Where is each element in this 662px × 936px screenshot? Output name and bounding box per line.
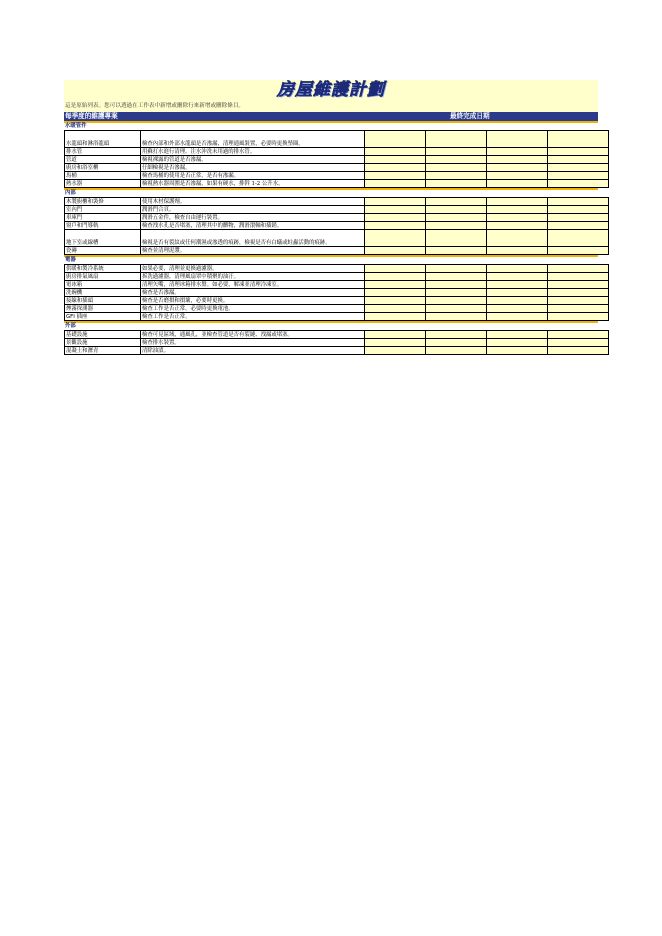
item-name-cell: 室內門 bbox=[65, 206, 141, 214]
completion-date-cell[interactable] bbox=[487, 131, 548, 148]
item-description-cell: 清除油漬。 bbox=[141, 347, 365, 355]
item-description-cell: 檢查並清理泥漿。 bbox=[141, 247, 365, 255]
completion-date-cell[interactable] bbox=[487, 230, 548, 247]
completion-date-cell[interactable] bbox=[548, 230, 609, 247]
maintenance-table bbox=[64, 330, 609, 355]
completion-date-cell[interactable] bbox=[365, 289, 426, 297]
completion-date-cell[interactable] bbox=[487, 156, 548, 164]
sections-container bbox=[64, 121, 598, 355]
completion-date-cell[interactable] bbox=[365, 206, 426, 214]
completion-date-cell[interactable] bbox=[426, 214, 487, 222]
completion-date-cell[interactable] bbox=[365, 297, 426, 305]
table-row bbox=[65, 305, 609, 313]
item-name-cell: 電冰箱 bbox=[65, 281, 141, 289]
page-title: 房屋維護計劃 bbox=[277, 80, 385, 100]
item-name-cell: 廚房和浴室櫃 bbox=[65, 164, 141, 172]
completion-date-cell[interactable] bbox=[426, 265, 487, 273]
completion-date-cell[interactable] bbox=[487, 206, 548, 214]
item-description-cell: 檢視裸露的管道是否滲漏。 bbox=[141, 156, 365, 164]
item-name-cell: 煙霧探測器 bbox=[65, 305, 141, 313]
item-name-cell: 瓷磚 bbox=[65, 247, 141, 255]
table-row bbox=[65, 164, 609, 172]
completion-date-cell[interactable] bbox=[487, 297, 548, 305]
item-name-cell: 基礎設施 bbox=[65, 331, 141, 339]
completion-date-cell[interactable] bbox=[548, 289, 609, 297]
completion-date-cell[interactable] bbox=[426, 222, 487, 230]
maintenance-sheet bbox=[64, 80, 598, 355]
completion-date-cell[interactable] bbox=[365, 131, 426, 148]
completion-date-cell[interactable] bbox=[365, 214, 426, 222]
table-row bbox=[65, 206, 609, 214]
item-name-cell: 窗戶和門導軌 bbox=[65, 222, 141, 230]
maintenance-table bbox=[64, 130, 609, 188]
item-description-cell: 檢查內部和外部水龍頭是否滲漏，清理通風裝置，必要時更換墊圈。 bbox=[141, 131, 365, 148]
completion-date-cell[interactable] bbox=[426, 289, 487, 297]
table-row bbox=[65, 214, 609, 222]
item-name-cell: 景觀設施 bbox=[65, 339, 141, 347]
completion-date-cell[interactable] bbox=[365, 230, 426, 247]
completion-date-cell[interactable] bbox=[548, 172, 609, 180]
header-completion-date: 最終完成日期 bbox=[450, 112, 490, 120]
completion-date-cell[interactable] bbox=[487, 347, 548, 355]
completion-date-cell[interactable] bbox=[548, 339, 609, 347]
item-description-cell: 檢查是否滲漏。 bbox=[141, 289, 365, 297]
item-description-cell: 用蘇打水進行清理。注水沖洗未用過的排水管。 bbox=[141, 148, 365, 156]
section-title: 水暖管件 bbox=[64, 121, 598, 130]
completion-date-cell[interactable] bbox=[548, 214, 609, 222]
completion-date-cell[interactable] bbox=[548, 297, 609, 305]
completion-date-cell[interactable] bbox=[487, 281, 548, 289]
completion-date-cell[interactable] bbox=[548, 281, 609, 289]
completion-date-cell[interactable] bbox=[548, 206, 609, 214]
completion-date-cell[interactable] bbox=[426, 180, 487, 188]
item-description-cell: 檢查洩水孔是否堵塞，清理其中的髒物，潤滑滾軸和插銷。 bbox=[141, 222, 365, 230]
completion-date-cell[interactable] bbox=[548, 164, 609, 172]
completion-date-cell[interactable] bbox=[365, 347, 426, 355]
completion-date-cell[interactable] bbox=[365, 222, 426, 230]
completion-date-cell[interactable] bbox=[548, 331, 609, 339]
item-description-cell: 使用木材保護劑。 bbox=[141, 198, 365, 206]
completion-date-cell[interactable] bbox=[487, 339, 548, 347]
completion-date-cell[interactable] bbox=[548, 156, 609, 164]
completion-date-cell[interactable] bbox=[487, 198, 548, 206]
maintenance-table bbox=[64, 264, 609, 321]
item-description-cell: 拆洗過濾器，清理風扇罩中積聚的油汙。 bbox=[141, 273, 365, 281]
completion-date-cell[interactable] bbox=[426, 313, 487, 321]
completion-date-cell[interactable] bbox=[426, 347, 487, 355]
table-row bbox=[65, 230, 609, 247]
completion-date-cell[interactable] bbox=[487, 247, 548, 255]
item-name-cell: 混凝土和瀝青 bbox=[65, 347, 141, 355]
item-description-cell: 檢視熱水器周圍是否滲漏，如果有硬水，排幹 1-2 公升水。 bbox=[141, 180, 365, 188]
table-row bbox=[65, 273, 609, 281]
completion-date-cell[interactable] bbox=[487, 148, 548, 156]
maintenance-table bbox=[64, 197, 609, 255]
completion-date-cell[interactable] bbox=[548, 265, 609, 273]
item-description-cell: 檢查馬桶的使用是否正常，是否有滲漏。 bbox=[141, 172, 365, 180]
table-row bbox=[65, 297, 609, 305]
completion-date-cell[interactable] bbox=[365, 156, 426, 164]
completion-date-cell[interactable] bbox=[548, 148, 609, 156]
completion-date-cell[interactable] bbox=[548, 198, 609, 206]
item-name-cell: GFI 插座 bbox=[65, 313, 141, 321]
item-description-cell: 檢視是否有裂紋或任何潮濕或滲透的痕跡，檢視是否有白蟻或蛀蟲活動的痕跡。 bbox=[141, 230, 365, 247]
table-row bbox=[65, 180, 609, 188]
completion-date-cell[interactable] bbox=[487, 222, 548, 230]
table-row bbox=[65, 148, 609, 156]
completion-date-cell[interactable] bbox=[365, 313, 426, 321]
completion-date-cell[interactable] bbox=[426, 297, 487, 305]
completion-date-cell[interactable] bbox=[487, 172, 548, 180]
completion-date-cell[interactable] bbox=[548, 347, 609, 355]
completion-date-cell[interactable] bbox=[548, 305, 609, 313]
completion-date-cell[interactable] bbox=[365, 247, 426, 255]
title-band bbox=[64, 80, 598, 101]
completion-date-cell[interactable] bbox=[426, 131, 487, 148]
item-description-cell: 仔細檢視是否滲漏。 bbox=[141, 164, 365, 172]
item-description-cell: 檢查是否磨損和損壞，必要時更換。 bbox=[141, 297, 365, 305]
table-row bbox=[65, 131, 609, 148]
table-row bbox=[65, 331, 609, 339]
completion-date-cell[interactable] bbox=[548, 180, 609, 188]
table-row bbox=[65, 347, 609, 355]
completion-date-cell[interactable] bbox=[426, 281, 487, 289]
item-description-cell: 潤滑門合頁。 bbox=[141, 206, 365, 214]
instructions-text: 這是原始列表。您可以透過在工作表中新增或刪除行來新增或刪除條目。 bbox=[64, 101, 598, 112]
completion-date-cell[interactable] bbox=[426, 206, 487, 214]
completion-date-cell[interactable] bbox=[548, 313, 609, 321]
item-description-cell: 檢查排水裝置。 bbox=[141, 339, 365, 347]
completion-date-cell[interactable] bbox=[426, 273, 487, 281]
completion-date-cell[interactable] bbox=[365, 164, 426, 172]
header-maintenance-items: 每季度的維護專案 bbox=[65, 112, 118, 120]
completion-date-cell[interactable] bbox=[426, 156, 487, 164]
item-description-cell: 潤滑五金件，檢查自由運行裝置。 bbox=[141, 214, 365, 222]
completion-date-cell[interactable] bbox=[365, 265, 426, 273]
item-name-cell: 木製廚櫃和裝修 bbox=[65, 198, 141, 206]
table-row bbox=[65, 281, 609, 289]
completion-date-cell[interactable] bbox=[365, 305, 426, 313]
completion-date-cell[interactable] bbox=[365, 331, 426, 339]
completion-date-cell[interactable] bbox=[487, 265, 548, 273]
table-row bbox=[65, 156, 609, 164]
item-name-cell: 管道 bbox=[65, 156, 141, 164]
completion-date-cell[interactable] bbox=[365, 339, 426, 347]
completion-date-cell[interactable] bbox=[487, 164, 548, 172]
item-name-cell: 接線和插頭 bbox=[65, 297, 141, 305]
completion-date-cell[interactable] bbox=[426, 230, 487, 247]
completion-date-cell[interactable] bbox=[487, 180, 548, 188]
completion-date-cell[interactable] bbox=[365, 172, 426, 180]
section-title: 電器 bbox=[64, 255, 598, 264]
item-name-cell: 地下室或線槽 bbox=[65, 230, 141, 247]
item-description-cell: 檢查工作是否正常，必要時更換電池。 bbox=[141, 305, 365, 313]
item-name-cell: 水龍頭和淋浴龍頭 bbox=[65, 131, 141, 148]
table-row bbox=[65, 339, 609, 347]
table-row bbox=[65, 313, 609, 321]
completion-date-cell[interactable] bbox=[426, 331, 487, 339]
table-row bbox=[65, 198, 609, 206]
table-row bbox=[65, 265, 609, 273]
section-title: 外部 bbox=[64, 321, 598, 330]
item-name-cell: 馬桶 bbox=[65, 172, 141, 180]
item-description-cell: 檢查工作是否正常。 bbox=[141, 313, 365, 321]
item-name-cell: 熱水器 bbox=[65, 180, 141, 188]
completion-date-cell[interactable] bbox=[365, 198, 426, 206]
completion-date-cell[interactable] bbox=[487, 289, 548, 297]
column-header-bar bbox=[64, 112, 598, 121]
item-description-cell: 檢查可見區域，通風孔，並檢查管道是否有裂縫、洩漏或堵塞。 bbox=[141, 331, 365, 339]
section-title: 內部 bbox=[64, 188, 598, 197]
table-row bbox=[65, 222, 609, 230]
completion-date-cell[interactable] bbox=[426, 198, 487, 206]
completion-date-cell[interactable] bbox=[426, 172, 487, 180]
completion-date-cell[interactable] bbox=[426, 247, 487, 255]
completion-date-cell[interactable] bbox=[487, 273, 548, 281]
completion-date-cell[interactable] bbox=[487, 331, 548, 339]
table-row bbox=[65, 247, 609, 255]
item-name-cell: 洗碗機 bbox=[65, 289, 141, 297]
item-description-cell: 清理矢嘴，清理冰箱排水盤。如必要，解凍並清理冷凍室。 bbox=[141, 281, 365, 289]
completion-date-cell[interactable] bbox=[487, 313, 548, 321]
completion-date-cell[interactable] bbox=[365, 273, 426, 281]
completion-date-cell[interactable] bbox=[487, 214, 548, 222]
completion-date-cell[interactable] bbox=[548, 222, 609, 230]
item-name-cell: 供暖和製冷系統 bbox=[65, 265, 141, 273]
item-name-cell: 廚房排氣風扇 bbox=[65, 273, 141, 281]
completion-date-cell[interactable] bbox=[365, 281, 426, 289]
table-row bbox=[65, 289, 609, 297]
completion-date-cell[interactable] bbox=[426, 339, 487, 347]
completion-date-cell[interactable] bbox=[548, 273, 609, 281]
item-description-cell: 如果必要，清理並更換過濾器。 bbox=[141, 265, 365, 273]
completion-date-cell[interactable] bbox=[426, 305, 487, 313]
completion-date-cell[interactable] bbox=[487, 305, 548, 313]
completion-date-cell[interactable] bbox=[426, 148, 487, 156]
completion-date-cell[interactable] bbox=[365, 180, 426, 188]
completion-date-cell[interactable] bbox=[548, 131, 609, 148]
table-row bbox=[65, 172, 609, 180]
item-name-cell: 車庫門 bbox=[65, 214, 141, 222]
completion-date-cell[interactable] bbox=[548, 247, 609, 255]
completion-date-cell[interactable] bbox=[426, 164, 487, 172]
item-name-cell: 排水管 bbox=[65, 148, 141, 156]
completion-date-cell[interactable] bbox=[365, 148, 426, 156]
